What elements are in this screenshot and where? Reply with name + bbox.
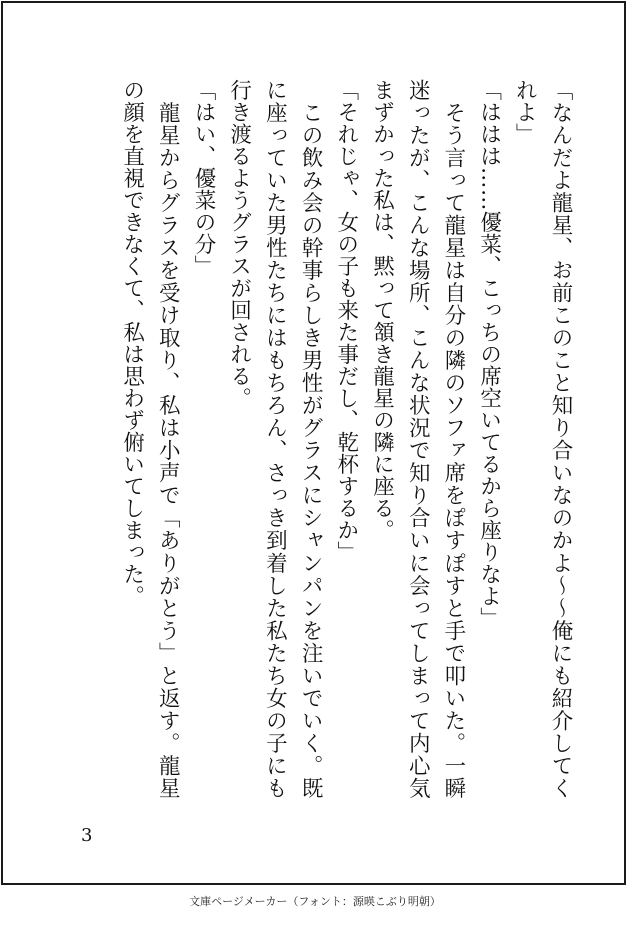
footer-credit: 文庫ページメーカー（フォント：源暎こぶり明朝） xyxy=(189,895,441,908)
paragraph: 「ははは……優菜、こっちの席空いてるから座りなよ」 xyxy=(476,79,502,629)
body-text xyxy=(114,79,578,799)
paragraph: 「なんだよ龍星、お前このこと知り合いなのかよ〜〜俺にも紹介してくれよ」 xyxy=(512,79,573,799)
page-frame xyxy=(1,1,626,885)
page-number: 3 xyxy=(81,825,93,846)
paragraph: 「はい、優菜の分」 xyxy=(190,79,216,277)
paragraph: 「それじゃ、女の子も来た事だし、乾杯するか」 xyxy=(333,79,359,563)
paragraph: この飲み会の幹事らしき男性がグラスにシャンパンを注いでいく。既に座っていた男性たちにはもちろん、さっき到着した私たち女の子にも行き渡るようグラスが回される。 xyxy=(226,79,324,799)
paragraph: そう言って龍星は自分の隣のソファ席をぽすぽすと手で叩いた。一瞬迷ったが、こんな場所、こんな状況で知り合いに会ってしまって内心気まずかった私は、黙って頷き龍星の隣に座る。 xyxy=(369,79,466,799)
paragraph: 龍星からグラスを受け取り、私は小声で「ありがとう」と返す。龍星の顔を直視できなくて、私は思わず俯いてしまった。 xyxy=(119,79,181,799)
